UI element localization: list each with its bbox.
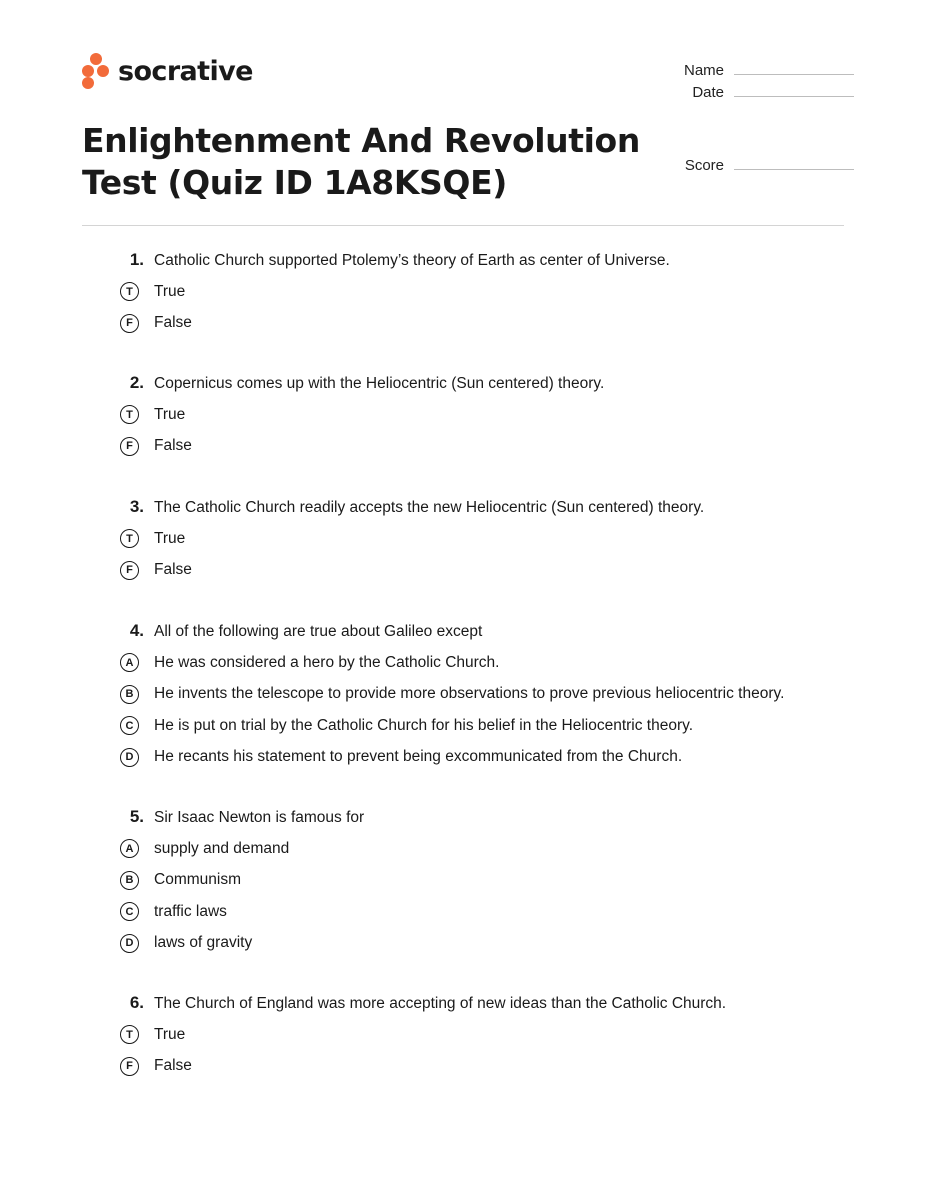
answer-option[interactable] xyxy=(120,308,840,340)
brand-logo xyxy=(82,53,253,89)
answer-option[interactable] xyxy=(120,679,840,711)
date-line xyxy=(734,80,854,97)
answer-bubble[interactable]: A xyxy=(120,653,139,672)
score-line xyxy=(734,153,854,170)
answer-option[interactable] xyxy=(120,865,840,897)
name-field xyxy=(604,58,854,79)
answer-bubble[interactable]: F xyxy=(120,1057,139,1076)
question-header xyxy=(120,621,840,647)
answer-text: True xyxy=(154,1025,186,1043)
answer-bubble[interactable]: D xyxy=(120,748,139,767)
answer-bubble[interactable]: F xyxy=(120,437,139,456)
name-line xyxy=(734,58,854,75)
answer-bubble[interactable]: T xyxy=(120,282,139,301)
hexagon-cluster-icon xyxy=(82,53,110,89)
question-number: 6. xyxy=(129,993,144,1012)
answer-text: True xyxy=(154,529,186,547)
answer-text: True xyxy=(154,282,186,300)
question-header xyxy=(120,250,840,276)
answer-bubble[interactable]: F xyxy=(120,561,139,580)
question-6 xyxy=(120,993,840,1082)
date-field xyxy=(604,80,854,101)
answer-option[interactable] xyxy=(120,399,840,431)
answer-option[interactable] xyxy=(120,896,840,928)
answer-bubble[interactable]: A xyxy=(120,839,139,858)
header-divider xyxy=(82,225,844,226)
answer-text: False xyxy=(154,1057,192,1075)
answer-option[interactable] xyxy=(120,523,840,555)
answer-text: He was considered a hero by the Catholic Church. xyxy=(154,653,500,671)
question-header xyxy=(120,807,840,833)
answer-text: He invents the telescope to provide more observations to prove previous heliocentric theory. xyxy=(154,685,785,703)
question-number: 2. xyxy=(129,373,144,392)
question-number: 4. xyxy=(129,621,144,640)
date-label: Date xyxy=(692,84,724,101)
question-1 xyxy=(120,250,840,339)
answer-option[interactable] xyxy=(120,833,840,865)
answer-text: True xyxy=(154,405,186,423)
answer-option[interactable] xyxy=(120,647,840,679)
name-label: Name xyxy=(683,62,724,79)
score-label: Score xyxy=(684,157,724,174)
answer-bubble[interactable]: D xyxy=(120,934,139,953)
answer-text: supply and demand xyxy=(154,839,290,857)
question-text: Sir Isaac Newton is famous for xyxy=(154,809,365,826)
answer-option[interactable] xyxy=(120,555,840,587)
answer-text: He recants his statement to prevent being excommunicated from the Church. xyxy=(154,748,683,766)
question-number: 3. xyxy=(129,497,144,516)
answer-bubble[interactable]: F xyxy=(120,314,139,333)
answer-option[interactable] xyxy=(120,928,840,960)
question-header xyxy=(120,497,840,523)
question-5 xyxy=(120,807,840,959)
answer-option[interactable] xyxy=(120,710,840,742)
question-header xyxy=(120,373,840,399)
answer-text: He is put on trial by the Catholic Church for his belief in the Heliocentric theory. xyxy=(154,716,694,734)
question-text: Catholic Church supported Ptolemy’s theory of Earth as center of Universe. xyxy=(154,252,670,269)
question-text: The Catholic Church readily accepts the new Heliocentric (Sun centered) theory. xyxy=(154,499,705,516)
answer-option[interactable] xyxy=(120,742,840,774)
answer-option[interactable] xyxy=(120,1019,840,1051)
answer-bubble[interactable]: B xyxy=(120,685,139,704)
answer-bubble[interactable]: T xyxy=(120,529,139,548)
question-2 xyxy=(120,373,840,462)
question-text: All of the following are true about Galileo except xyxy=(154,623,483,640)
answer-bubble[interactable]: C xyxy=(120,902,139,921)
answer-option[interactable] xyxy=(120,276,840,308)
answer-text: False xyxy=(154,314,192,332)
brand-name: socrative xyxy=(118,55,253,87)
answer-text: False xyxy=(154,561,192,579)
answer-text: False xyxy=(154,437,192,455)
answer-text: Communism xyxy=(154,871,241,889)
answer-bubble[interactable]: B xyxy=(120,871,139,890)
answer-text: laws of gravity xyxy=(154,934,253,952)
answer-bubble[interactable]: T xyxy=(120,405,139,424)
question-header xyxy=(120,993,840,1019)
question-4 xyxy=(120,621,840,773)
page-title: Enlightenment And Revolution Test (Quiz ID 1A8KSQE) xyxy=(82,121,640,202)
question-number: 1. xyxy=(129,250,144,269)
answer-text: traffic laws xyxy=(154,902,227,920)
answer-bubble[interactable]: C xyxy=(120,716,139,735)
question-3 xyxy=(120,497,840,586)
answer-option[interactable] xyxy=(120,1051,840,1083)
answer-option[interactable] xyxy=(120,431,840,463)
question-number: 5. xyxy=(129,807,144,826)
question-text: The Church of England was more accepting of new ideas than the Catholic Church. xyxy=(154,995,727,1012)
answer-bubble[interactable]: T xyxy=(120,1025,139,1044)
question-text: Copernicus comes up with the Heliocentric (Sun centered) theory. xyxy=(154,375,605,392)
